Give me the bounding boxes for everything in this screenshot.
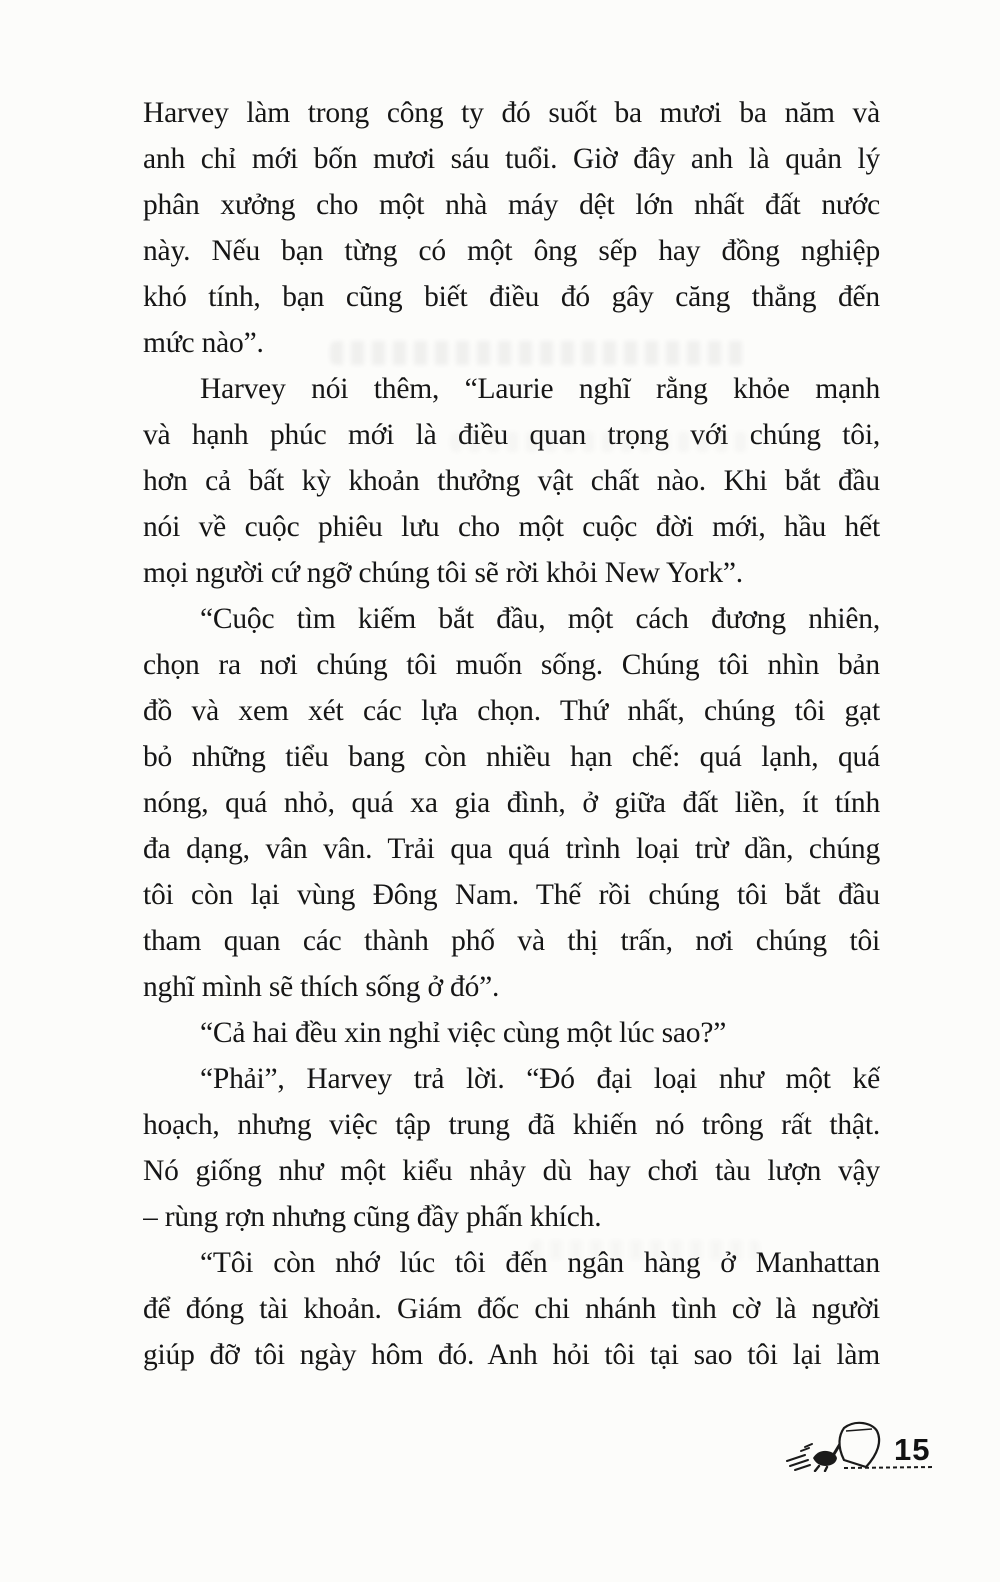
body-text: [143, 90, 880, 1378]
page-footer: [786, 1420, 946, 1476]
text-line: và hạnh phúc mới là điều quan trọng với chúng tôi,: [143, 419, 880, 451]
text-line: giúp đỡ tôi ngày hôm đó. Anh hỏi tôi tại sao tôi lại làm: [143, 1339, 880, 1371]
text-line: hơn cả bất kỳ khoản thưởng vật chất nào. Khi bắt đầu: [143, 465, 880, 497]
text-line: đa dạng, vân vân. Trải qua quá trình loại trừ dần, chúng: [143, 833, 880, 865]
text-line: Nó giống như một kiểu nhảy dù hay chơi tàu lượn vậy: [143, 1155, 880, 1187]
text-line: Harvey nói thêm, “Laurie nghĩ rằng khỏe mạnh: [200, 373, 880, 405]
text-line: “Phải”, Harvey trả lời. “Đó đại loại như một kế: [200, 1063, 880, 1095]
text-line: bỏ những tiểu bang còn nhiều hạn chế: quá lạnh, quá: [143, 741, 880, 773]
page-number: 15: [894, 1432, 931, 1467]
text-line: “Cuộc tìm kiếm bắt đầu, một cách đương nhiên,: [200, 603, 880, 635]
paragraph: [143, 1240, 880, 1378]
paragraph: [143, 596, 880, 1010]
text-line: tôi còn lại vùng Đông Nam. Thế rồi chúng tôi bắt đầu: [143, 879, 880, 911]
text-line: tham quan các thành phố và thị trấn, nơi chúng tôi: [143, 925, 880, 957]
text-line: chọn ra nơi chúng tôi muốn sống. Chúng tôi nhìn bản: [143, 649, 880, 681]
speed-lines-icon: [787, 1444, 812, 1470]
text-line: “Cả hai đều xin nghỉ việc cùng một lúc sao?”: [200, 1017, 727, 1049]
text-line: anh chỉ mới bốn mươi sáu tuổi. Giờ đây anh là quản lý: [143, 143, 880, 175]
text-line: khó tính, bạn cũng biết điều đó gây căng thẳng đến: [143, 281, 880, 313]
text-line: phân xưởng cho một nhà máy dệt lớn nhất đất nước: [143, 189, 880, 221]
text-line: hoạch, nhưng việc tập trung đã khiến nó trông rất thật.: [143, 1109, 880, 1141]
text-line: nghĩ mình sẽ thích sống ở đó”.: [143, 971, 500, 1003]
text-line: nóng, quá nhỏ, quá xa gia đình, ở giữa đất liền, ít tính: [143, 787, 880, 819]
paragraph: [143, 90, 880, 366]
text-line: Harvey làm trong công ty đó suốt ba mươi ba năm và: [143, 97, 880, 129]
paragraph: [143, 366, 880, 596]
text-line: đồ và xem xét các lựa chọn. Thứ nhất, chúng tôi gạt: [143, 695, 880, 727]
text-line: “Tôi còn nhớ lúc tôi đến ngân hàng ở Manhattan: [200, 1247, 880, 1279]
text-line: mức nào”.: [143, 327, 264, 359]
paragraph: [143, 1056, 880, 1240]
text-line: nói về cuộc phiêu lưu cho một cuộc đời mới, hầu hết: [143, 511, 880, 543]
text-line: – rùng rợn nhưng cũng đầy phấn khích.: [143, 1201, 602, 1233]
paragraph: [143, 1010, 880, 1056]
text-line: để đóng tài khoản. Giám đốc chi nhánh tình cờ là người: [143, 1293, 880, 1325]
text-line: này. Nếu bạn từng có một ông sếp hay đồng nghiệp: [143, 235, 880, 267]
text-line: mọi người cứ ngỡ chúng tôi sẽ rời khỏi New York”.: [143, 557, 743, 589]
